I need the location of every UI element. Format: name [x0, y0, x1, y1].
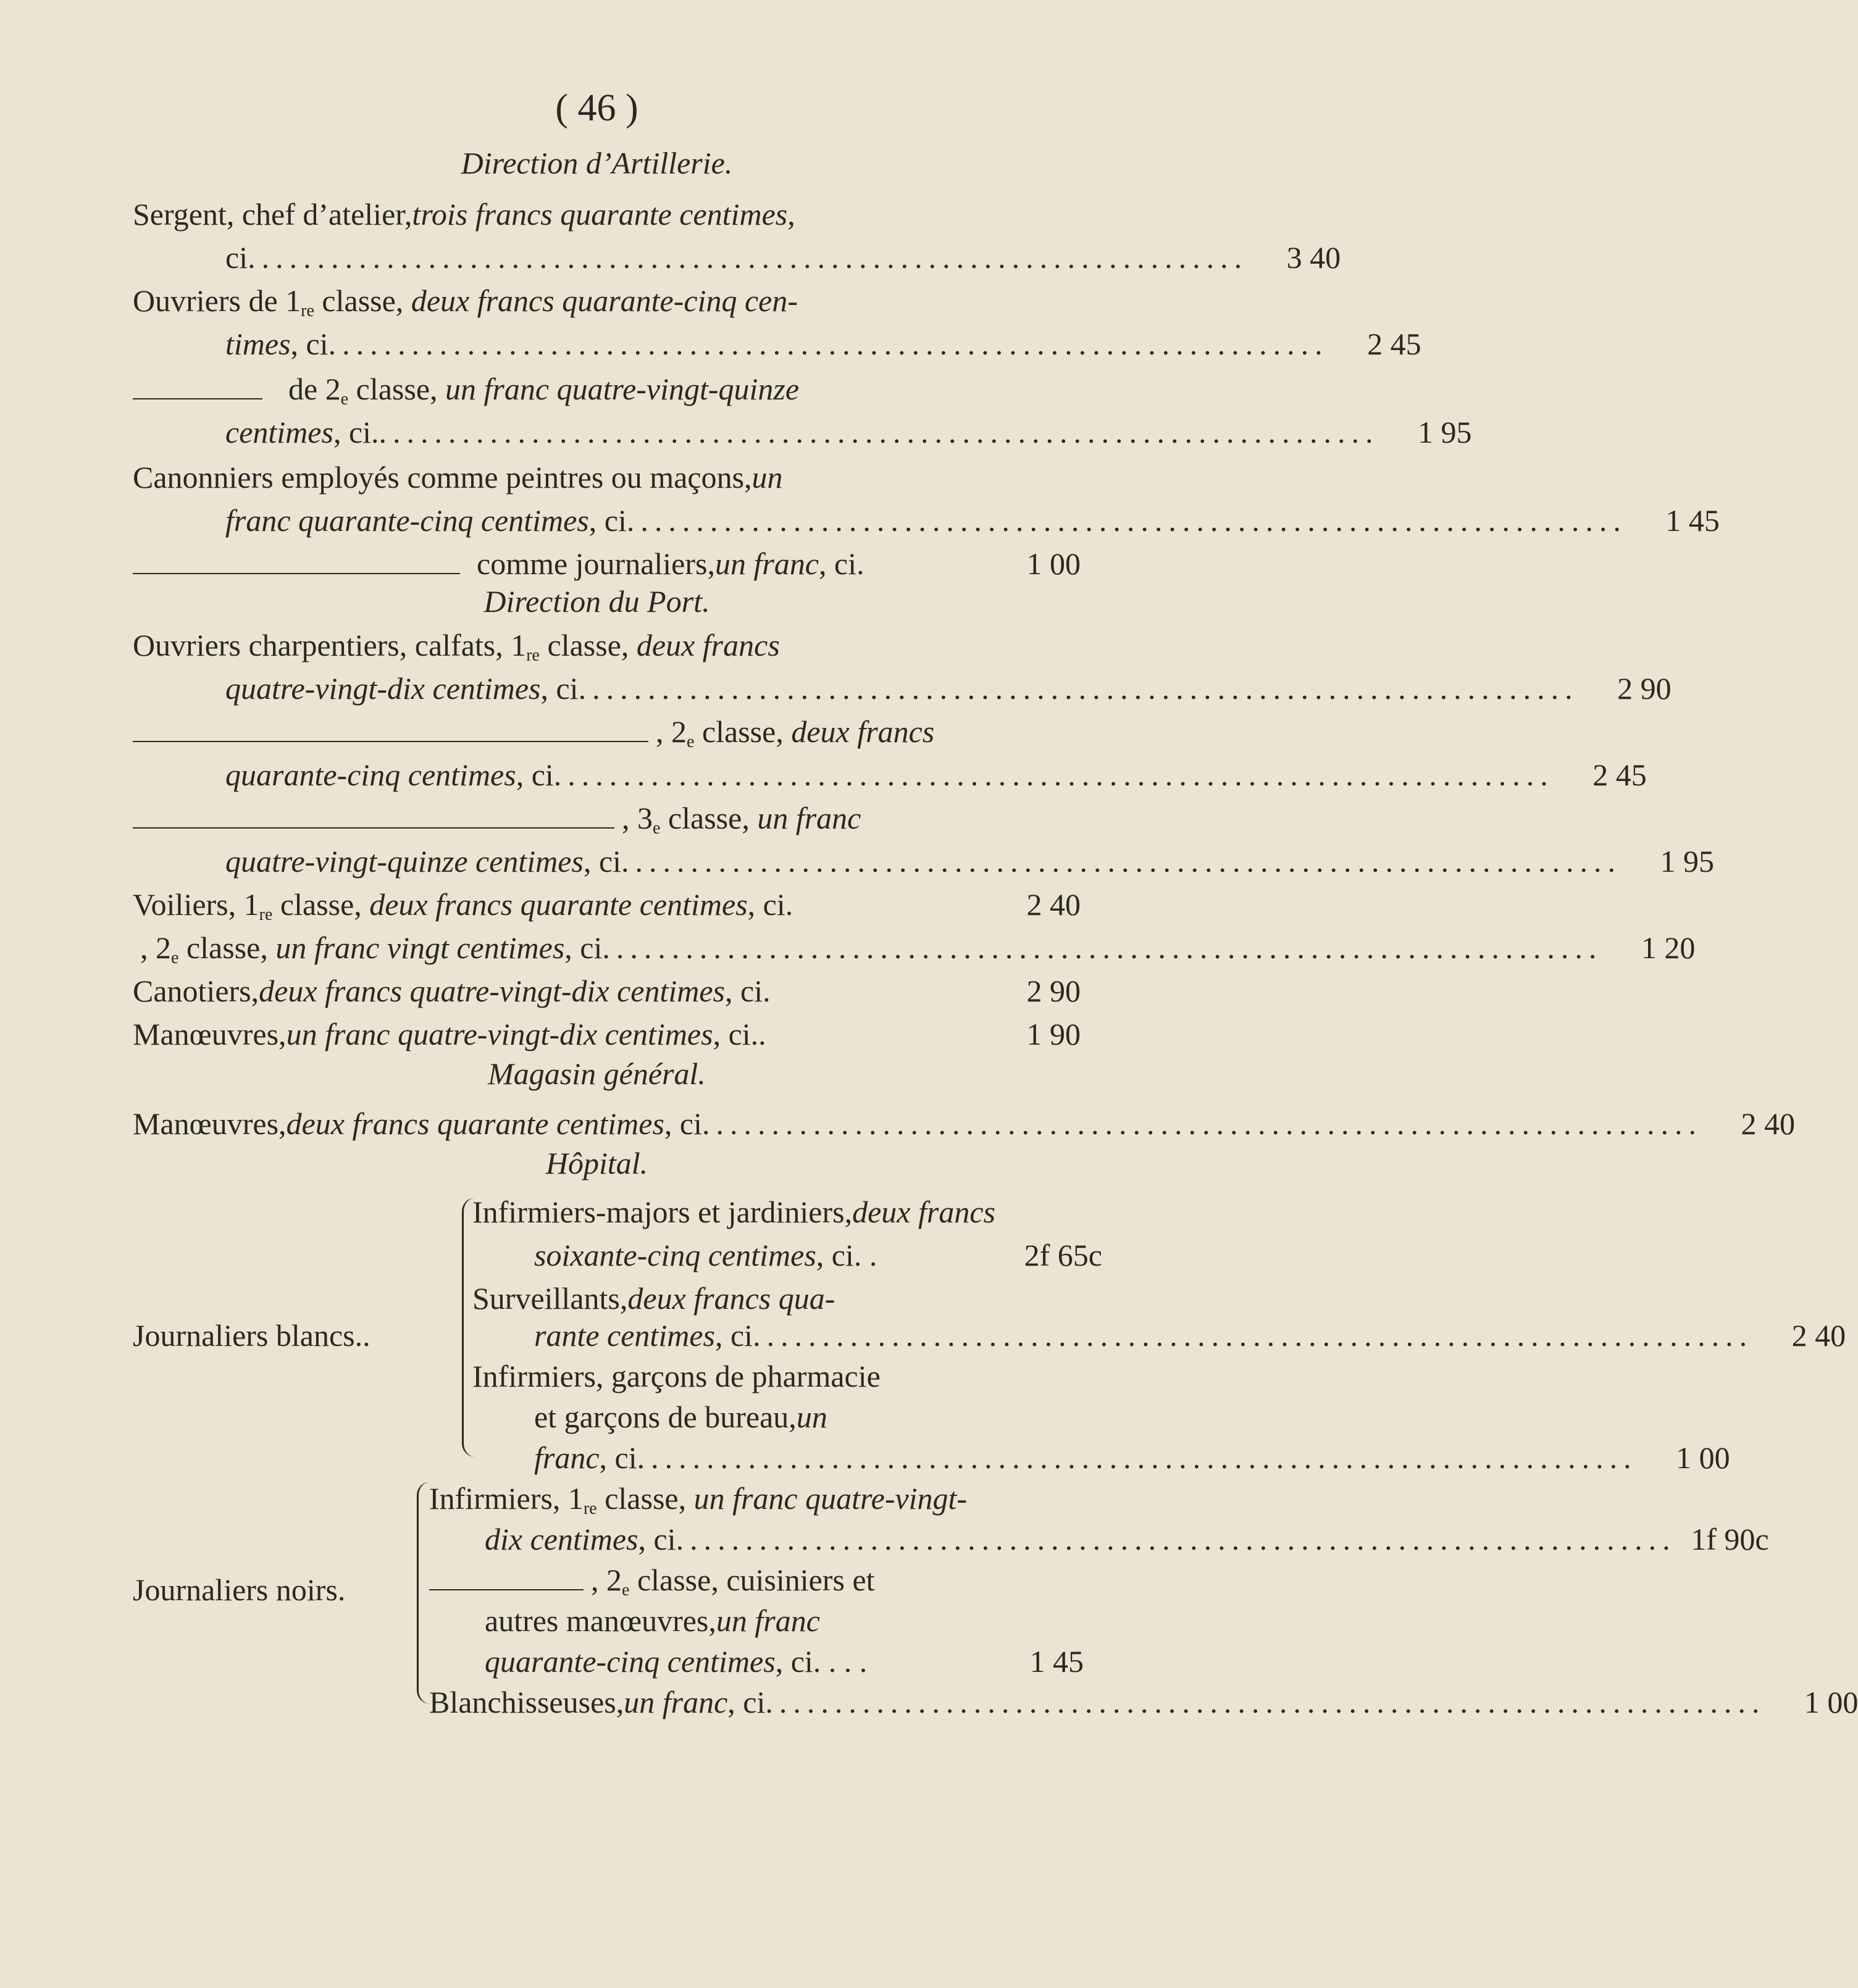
leader-dots: ........................................................................ — [676, 1522, 1676, 1556]
leader-dots: ........................................................................ — [621, 844, 1622, 879]
hopital-infirmiers-majors-line2: soixante-cinq centimes , ci. . 2f 65c — [472, 1234, 1102, 1277]
entry-ouvriers-1-line2: times , ci ........................................................................ 2 45 — [133, 322, 1173, 365]
leader-dots: ........................................................................ — [602, 930, 1603, 965]
entry-sergent-line1: Sergent, chef d’atelier, trois francs quarante centimes , — [133, 197, 795, 232]
entry-amount: 1 00 — [1026, 546, 1081, 581]
hopital-noirs-cuisiniers-line3: quarante-cinq centimes , ci. . . . 1 45 — [429, 1640, 1084, 1683]
ditto-rule — [133, 741, 648, 742]
entry-amount: 2 90 — [1026, 974, 1081, 1008]
leader-dots: ........................................................................ — [379, 415, 1379, 449]
group-label-journaliers-noirs: Journaliers noirs. — [133, 1572, 346, 1607]
hopital-infirmiers-line3: franc , ci ........................................................................ 1 00 — [472, 1436, 1102, 1479]
entry-amount: 1 00 — [1676, 1440, 1730, 1475]
entry-manoeuvres-port: Manœuvres, un franc quatre-vingt-dix centimes , ci.. 1 90 — [133, 1013, 1081, 1056]
group-label-journaliers-blancs: Journaliers blancs.. — [133, 1318, 370, 1353]
ditto-rule — [429, 1589, 584, 1590]
entry-amount: 1 95 — [1418, 415, 1472, 449]
page-number: ( 46 ) — [555, 87, 638, 129]
leader-dots: ........................................................................ — [637, 1440, 1638, 1475]
ditto-rule — [133, 827, 614, 829]
entry-amount: 2 40 — [1026, 887, 1081, 922]
entry-amount: 2 45 — [1592, 758, 1647, 792]
hopital-noirs-cuisiniers-line1: , 2 $^e$ classe, cuisiniers et — [429, 1558, 1084, 1602]
entry-ouvriers-2-line1: de 2 $^e$ classe, un franc quatre-vingt-quinze — [133, 367, 1081, 411]
hopital-surveillants-line2: rante centimes , ci ........................................................................ 2 40 — [472, 1314, 1102, 1357]
ditto-rule — [133, 398, 262, 399]
entry-amount: 1 45 — [1029, 1644, 1084, 1679]
entry-charpentiers-3-line1: , 3 $^e$ classe, un franc — [133, 796, 1081, 840]
leader-dots: ........................................................................ — [328, 327, 1329, 361]
entry-ouvriers-1-line1: Ouvriers de 1 $^{re}$ classe, deux francs quarante-cinq cen- — [133, 283, 798, 320]
entry-sergent-line2: ci ........................................................................ 3 40 — [133, 236, 1173, 279]
entry-amount: 3 40 — [1286, 240, 1341, 275]
entry-charpentiers-3-line2: quatre-vingt-quinze centimes , ci ........................................................................ 1 95 — [133, 840, 1173, 883]
ditto-rule — [133, 573, 460, 574]
hopital-noirs-cuisiniers-line2: autres manœuvres, un franc — [485, 1603, 820, 1638]
hopital-surveillants-line1: Surveillants, deux francs qua- — [472, 1281, 835, 1316]
leader-dots: ........................................................................ — [248, 240, 1249, 275]
entry-charpentiers-2-line2: quarante-cinq centimes , ci ........................................................................ 2 45 — [133, 753, 1173, 796]
entry-ouvriers-2-line2: centimes , ci. ........................................................................ 1 95 — [133, 411, 1173, 454]
hopital-infirmiers-line1: Infirmiers, garçons de pharmacie — [472, 1359, 881, 1393]
entry-manoeuvres-magasin: Manœuvres, deux francs quarante centimes , ci ........................................................................ 2 40 — [133, 1102, 1081, 1145]
entry-charpentiers-1-line1: Ouvriers charpentiers, calfats, 1 $^{re}$ classe, deux francs — [133, 628, 780, 665]
entry-canonniers-1-line2: franc quarante-cinq centimes , ci ........................................................................ 1 45 — [133, 499, 1173, 542]
entry-amount: 2 40 — [1741, 1106, 1796, 1141]
hopital-noirs-infirmiers-line2: dix centimes , ci ........................................................................ 1f 90c — [429, 1518, 1084, 1561]
leader-dots: ........................................................................ — [553, 758, 1554, 792]
entry-charpentiers-1-line2: quatre-vingt-dix centimes , ci ........................................................................ 2 90 — [133, 667, 1173, 710]
entry-voiliers-1: Voiliers, 1 $^{re}$ classe, deux francs quarante centimes , ci. 2 40 — [133, 883, 1081, 926]
entry-amount: 1 45 — [1665, 503, 1720, 538]
hopital-noirs-infirmiers-line1: Infirmiers, 1 $^{re}$ classe, un franc quatre-vingt- — [429, 1481, 968, 1518]
hopital-infirmiers-line2: et garçons de bureau, un — [534, 1400, 827, 1434]
leader-dots: ........................................................................ — [578, 671, 1579, 706]
entry-amount: 1 95 — [1660, 844, 1715, 879]
entry-canonniers-1-line1: Canonniers employés comme peintres ou maçons, un — [133, 460, 783, 495]
entry-amount: 2 90 — [1617, 671, 1672, 706]
entry-charpentiers-2-line1: , 2 $^e$ classe, deux francs — [133, 710, 1081, 753]
entry-amount: 2f 65c — [1024, 1238, 1102, 1272]
leader-dots: ........................................................................ — [626, 503, 1627, 538]
section-heading-hopital: Hôpital. — [545, 1146, 648, 1180]
leader-dots: ........................................................................ — [702, 1106, 1703, 1141]
entry-amount: 1f 90c — [1691, 1522, 1769, 1556]
entry-amount: 2 40 — [1791, 1318, 1846, 1353]
entry-canonniers-2: comme journaliers, un franc , ci. 1 00 — [133, 542, 1081, 585]
leader-dots: ........................................................................ — [753, 1318, 1754, 1353]
entry-amount: 1 20 — [1641, 930, 1696, 965]
section-heading-magasin: Magasin général. — [488, 1056, 706, 1091]
hopital-noirs-blanchisseuses: Blanchisseuses, un franc , ci ........................................................................ 1 00 — [429, 1681, 1084, 1724]
section-heading-artillerie: Direction d’Artillerie. — [461, 146, 733, 180]
entry-amount: 1 00 — [1804, 1685, 1858, 1719]
entry-amount: 2 45 — [1367, 327, 1421, 361]
hopital-infirmiers-majors-line1: Infirmiers-majors et jardiniers, deux francs — [472, 1195, 995, 1229]
entry-voiliers-2: , 2 $^e$ classe, un franc vingt centimes , ci ........................................................................ 1 20 — [133, 926, 1081, 969]
entry-canotiers: Canotiers, deux francs quatre-vingt-dix centimes , ci. 2 90 — [133, 969, 1081, 1013]
section-heading-port: Direction du Port. — [483, 584, 710, 619]
entry-amount: 1 90 — [1026, 1017, 1081, 1051]
leader-dots: ........................................................................ — [765, 1685, 1766, 1719]
